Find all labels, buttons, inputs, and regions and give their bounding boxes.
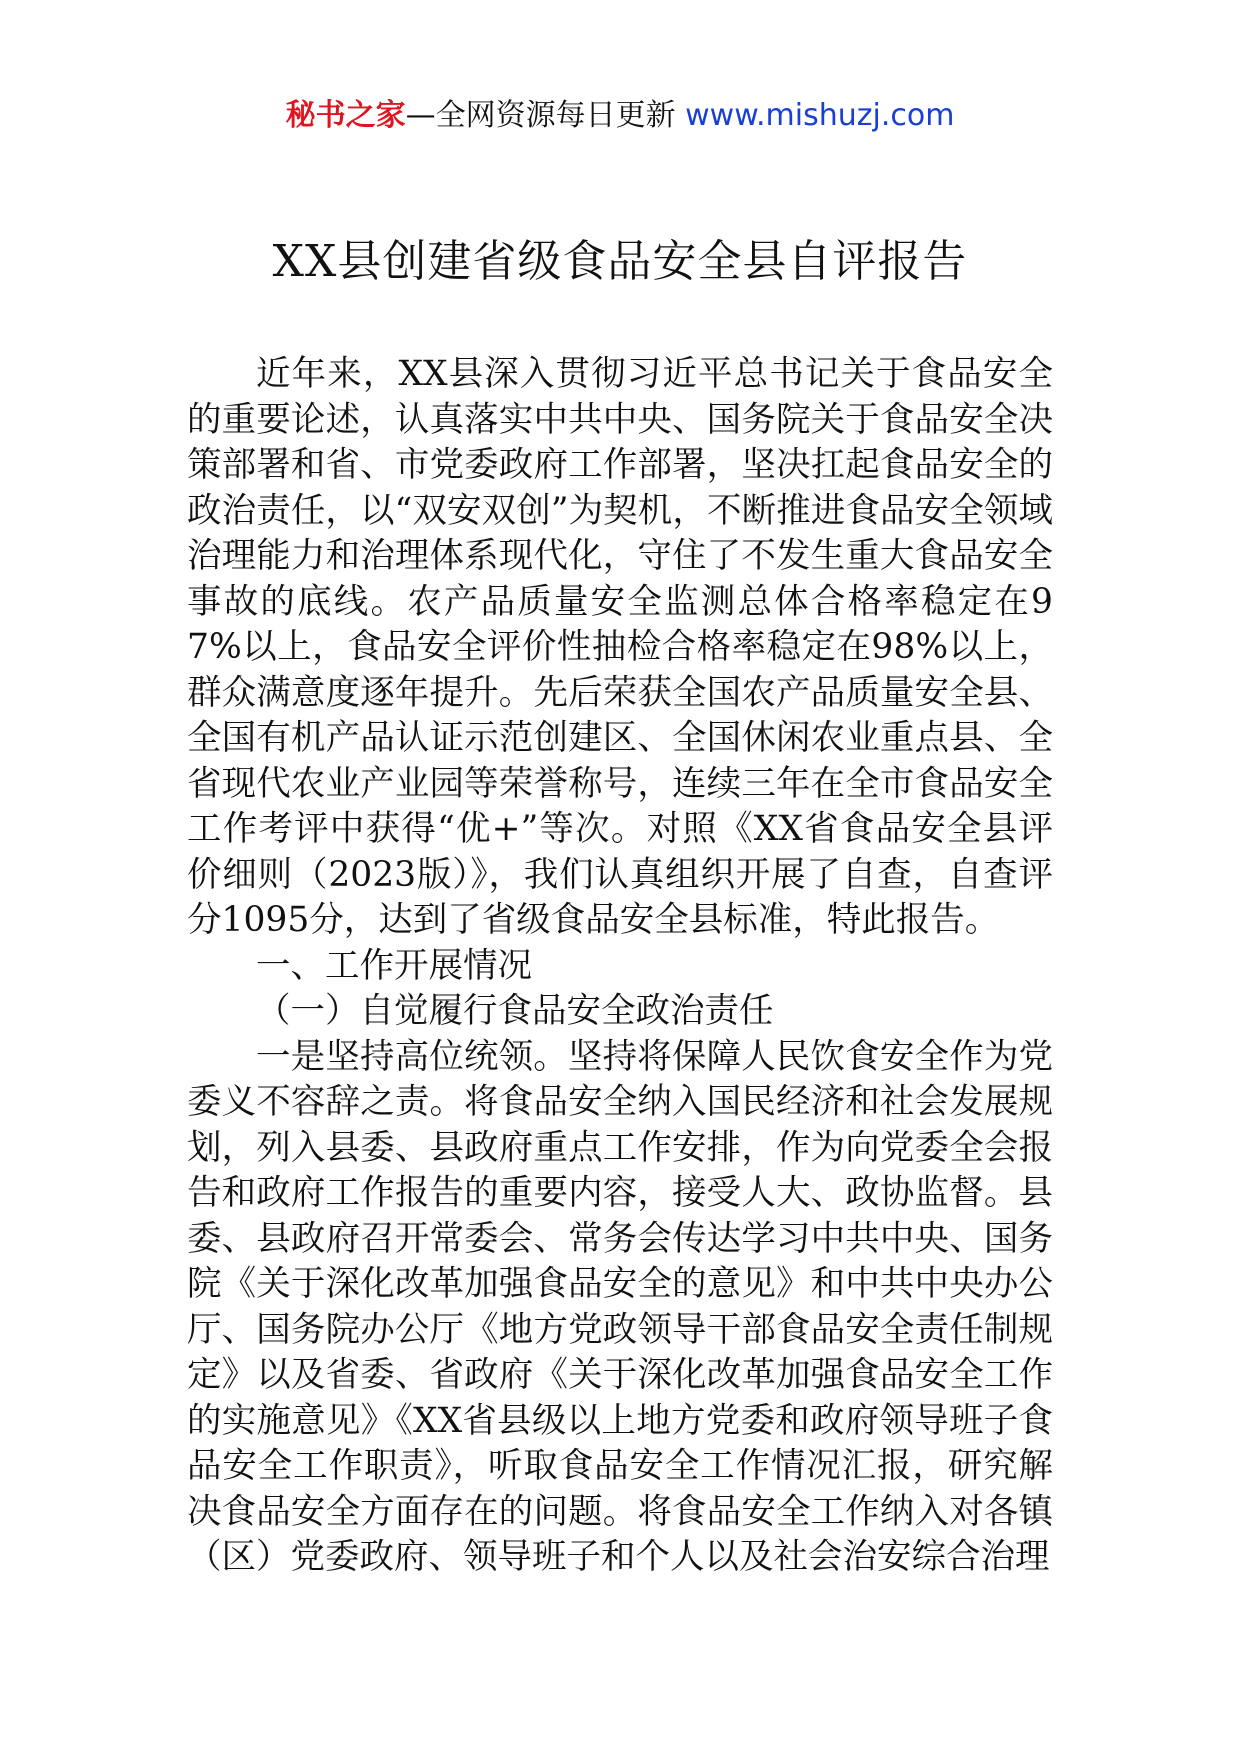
site-header (0, 96, 1240, 136)
document-title: XX县创建省级食品安全县自评报告 (272, 236, 968, 287)
body-paragraph: 一是坚持高位统领。坚持将保障人民饮食安全作为党委义不容辞之责。将食品安全纳入国民经济和社会发展规划，列入县委、县政府重点工作安排，作为向党委全会报告和政府工作报告的重要内容，接受人大、政协监督。县委、县政府召开常委会、常务会传达学习中共中央、国务院《关于深化改革加强食品安全的意见》和中共中央办公厅、国务院办公厅《地方党政领导干部食品安全责任制规定》以及省委、省政府《关于深化改革加强食品安全工作的实施意见》《XX省县级以上地方党委和政府领导班子食品安全工作职责》，听取食品安全工作情况汇报，研究解决食品安全方面存在的问题。将食品安全工作纳入对各镇（区）党委政府、领导班子和个人以及社会治安综合治理 (187, 1036, 1053, 1577)
site-slogan: —全网资源每日更新 (405, 98, 686, 133)
intro-paragraph: 近年来，XX县深入贯彻习近平总书记关于食品安全的重要论述，认真落实中共中央、国务院关于食品安全决策部署和省、市党委政府工作部署，坚决扛起食品安全的政治责任，以“双安双创”为契机，不断推进食品安全领域治理能力和治理体系现代化，守住了不发生重大食品安全事故的底线。农产品质量安全监测总体合格率稳定在97%以上，食品安全评价性抽检合格率稳定在98%以上，群众满意度逐年提升。先后荣获全国农产品质量安全县、全国有机产品认证示范创建区、全国休闲农业重点县、全省现代农业产业园等荣誉称号，连续三年在全市食品安全工作考评中获得“优+”等次。对照《XX省食品安全县评价细则（2023版）》，我们认真组织开展了自查，自查评分1095分，达到了省级食品安全县标准，特此报告。 (187, 354, 1053, 940)
site-url-link[interactable]: www.mishuzj.com (685, 98, 955, 133)
section-heading: 一、工作开展情况 (256, 945, 532, 986)
site-brand: 秘书之家 (285, 98, 406, 133)
subsection-heading: （一）自觉履行食品安全政治责任 (256, 991, 774, 1031)
document-body (187, 352, 1053, 1581)
